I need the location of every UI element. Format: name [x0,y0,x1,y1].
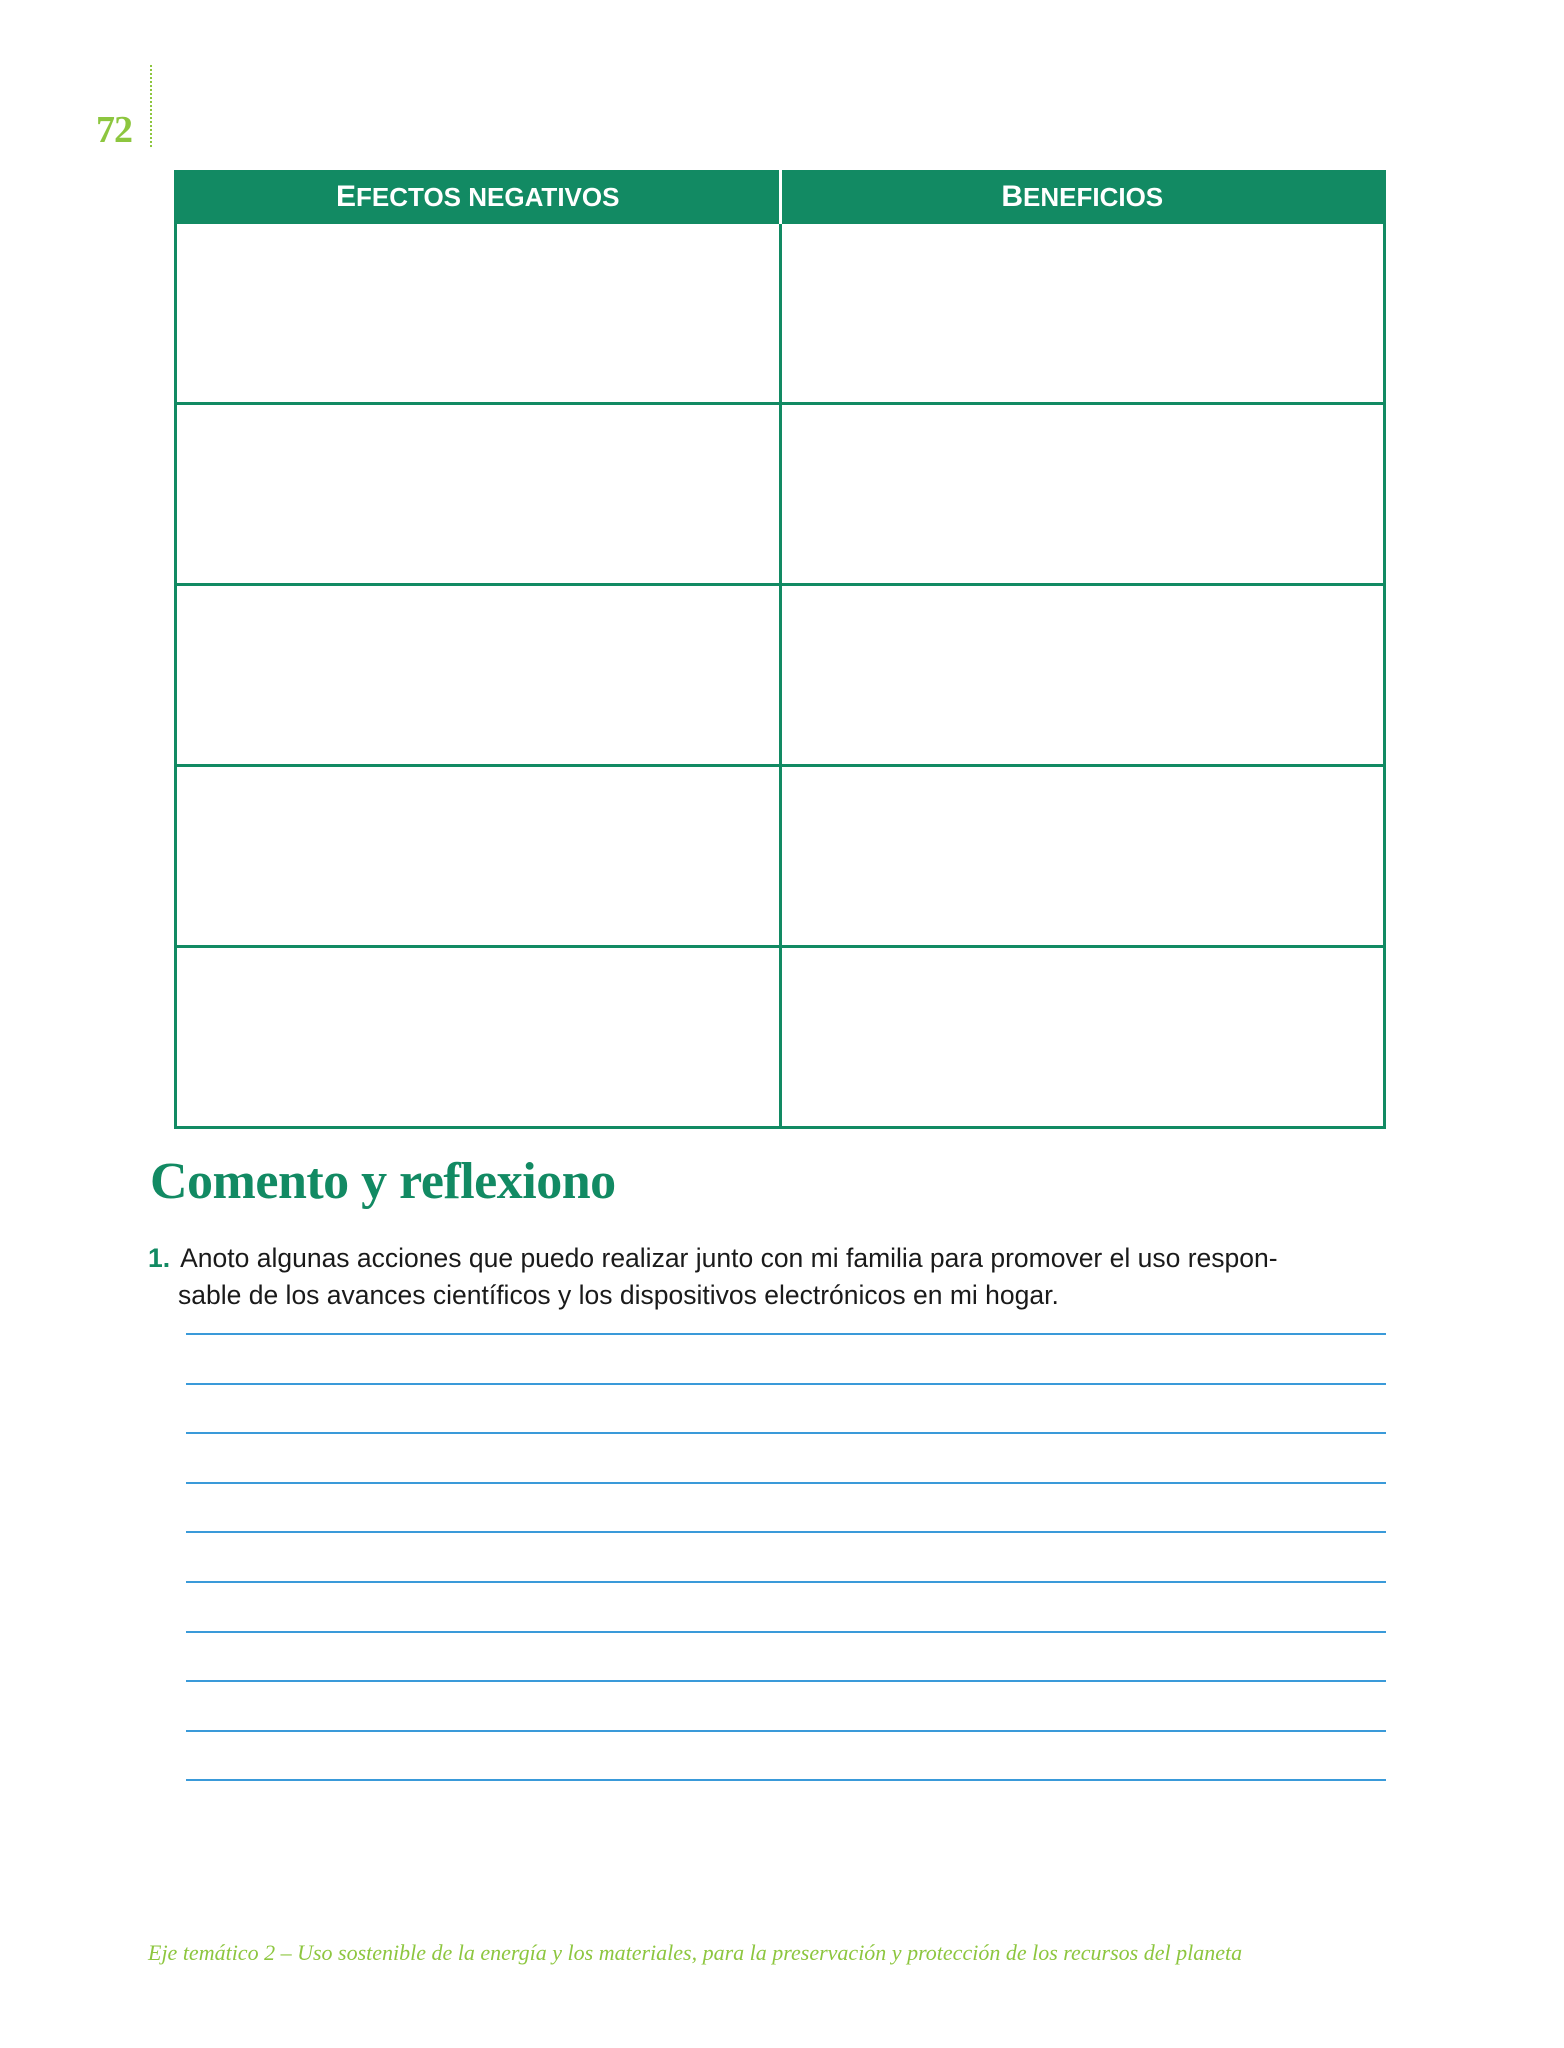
table-header-row [176,172,1385,223]
answer-line[interactable] [186,1779,1386,1829]
answer-line[interactable] [186,1680,1386,1730]
header-beneficios [780,172,1385,223]
footer-running-title: Eje temático 2 – Uso sostenible de la energía y los materiales, para la preservación y protección de los recursos del planeta [148,1940,1243,1965]
answer-lines [186,1333,1386,1829]
cell-efectos-negativos[interactable] [176,947,781,1128]
question-text-part-2: sable de los avances científicos y los dispositivos electrónicos en mi hogar. [178,1280,1059,1310]
table-row [176,404,1385,585]
answer-line[interactable] [186,1482,1386,1532]
answer-line[interactable] [186,1631,1386,1681]
question-text-part-1: Anoto algunas acciones que puedo realizar junto con mi familia para promover el uso respon- [180,1243,1278,1273]
answer-line[interactable] [186,1581,1386,1631]
header-initial: E [336,180,357,213]
cell-beneficios[interactable] [780,585,1385,766]
cell-efectos-negativos[interactable] [176,404,781,585]
cell-beneficios[interactable] [780,404,1385,585]
cell-efectos-negativos[interactable] [176,585,781,766]
effects-benefits-table [174,170,1386,1129]
answer-line[interactable] [186,1531,1386,1581]
header-initial: B [1001,180,1024,213]
table-row [176,947,1385,1128]
page-number: 72 [96,109,132,151]
answer-line[interactable] [186,1432,1386,1482]
answer-line[interactable] [186,1383,1386,1433]
question-number: 1. [148,1243,171,1273]
question-1 [148,1240,1388,1314]
table-row [176,223,1385,404]
cell-beneficios[interactable] [780,223,1385,404]
header-efectos-negativos [176,172,781,223]
answer-line[interactable] [186,1333,1386,1383]
header-rest: FECTOS NEGATIVOS [356,182,620,212]
effects-benefits-table-container [174,170,1386,1129]
table-row [176,585,1385,766]
cell-beneficios[interactable] [780,766,1385,947]
cell-efectos-negativos[interactable] [176,223,781,404]
table-row [176,766,1385,947]
section-title: Comento y reflexiono [150,1153,616,1210]
answer-line[interactable] [186,1730,1386,1780]
cell-beneficios[interactable] [780,947,1385,1128]
cell-efectos-negativos[interactable] [176,766,781,947]
question-line-1 [148,1240,1388,1277]
page-number-divider [150,65,152,147]
header-rest: ENEFICIOS [1023,182,1164,212]
